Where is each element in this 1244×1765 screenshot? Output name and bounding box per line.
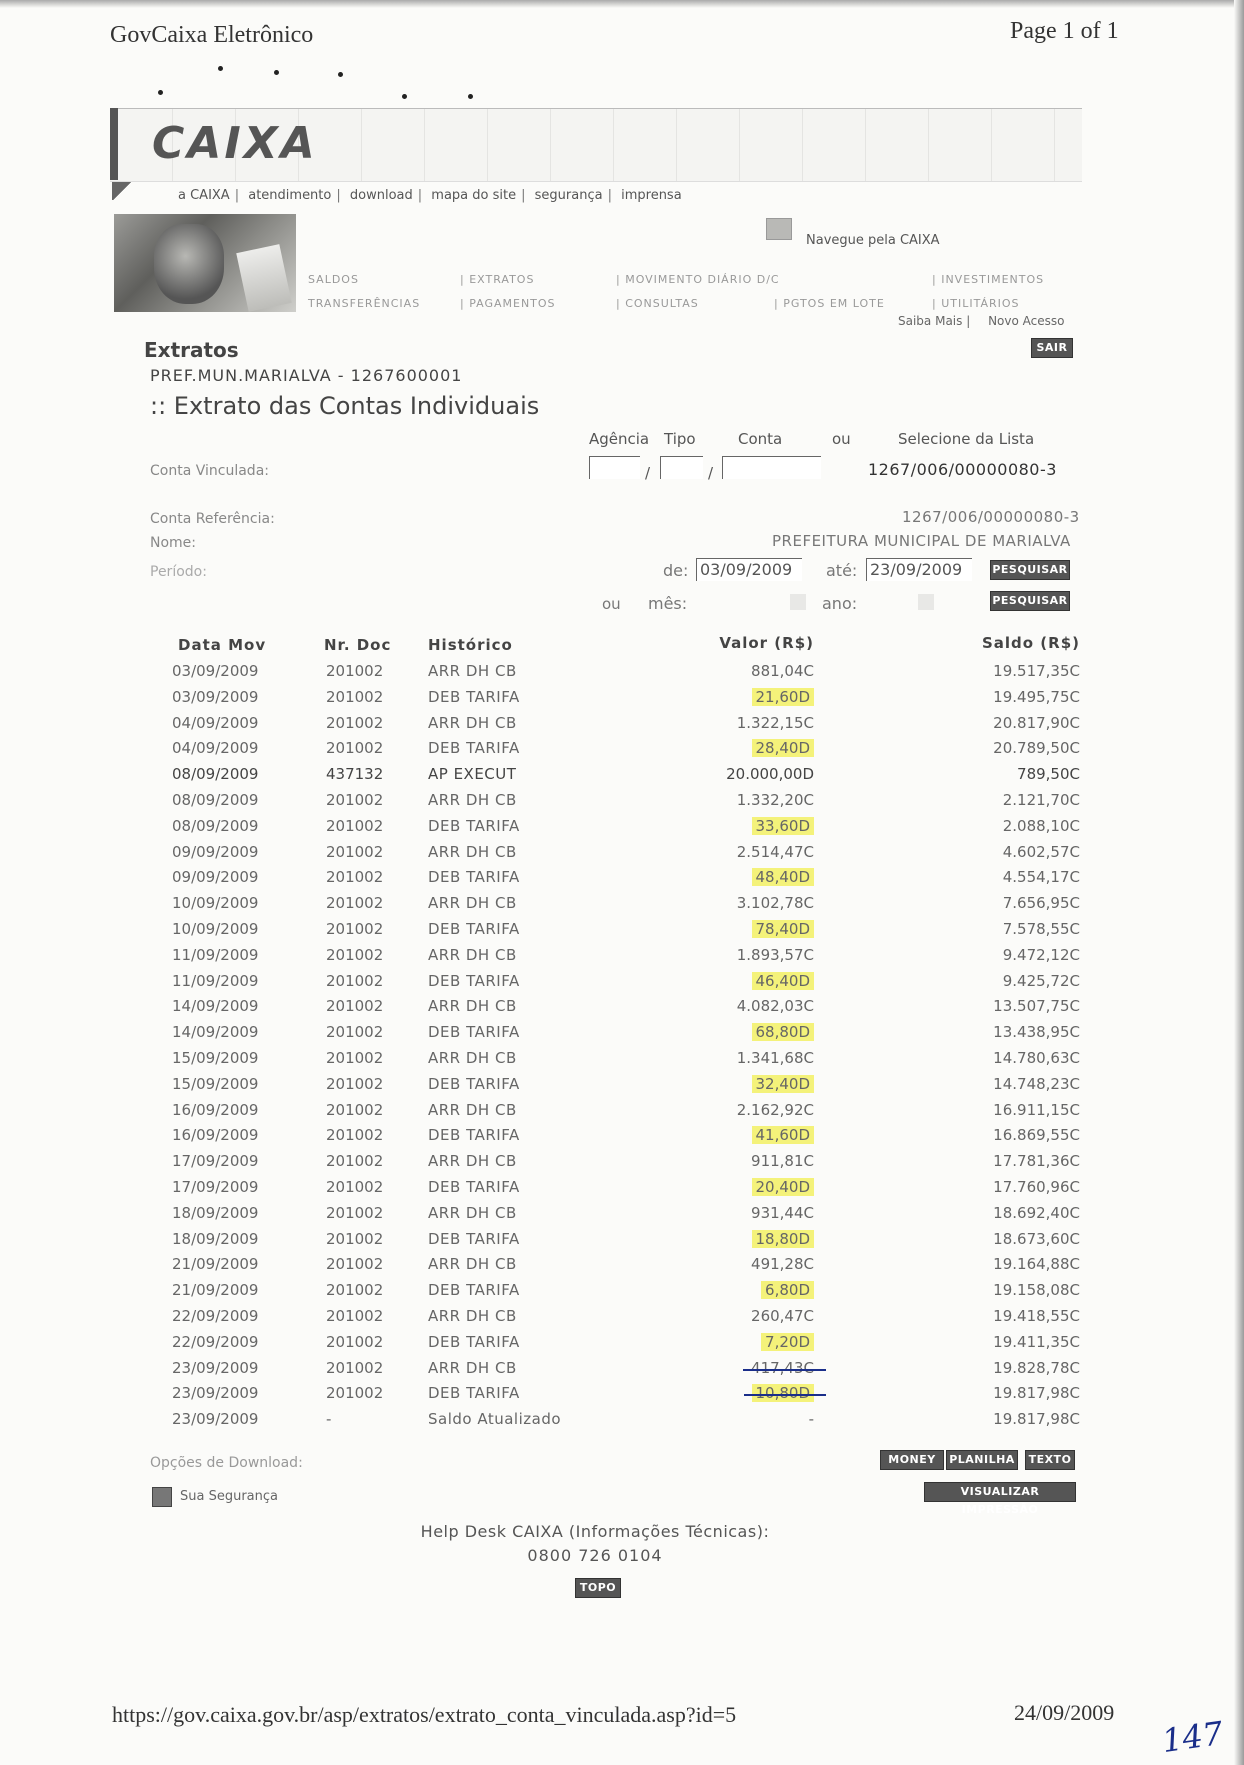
row-value: 46,40D xyxy=(752,972,815,990)
menu-extratos[interactable]: | EXTRATOS xyxy=(460,273,535,286)
row-doc-number: 201002 xyxy=(326,1152,384,1171)
nav-separator: | xyxy=(417,188,423,203)
print-url: https://gov.caixa.gov.br/asp/extratos/extrato_conta_vinculada.asp?id=5 xyxy=(112,1702,737,1727)
row-value: 21,60D xyxy=(752,688,815,706)
date-to-input[interactable]: 23/09/2009 xyxy=(866,558,972,581)
ate-label: até: xyxy=(826,561,858,580)
row-value: 32,40D xyxy=(752,1075,815,1093)
row-history: ARR DH CB xyxy=(428,997,517,1016)
row-date: 04/09/2009 xyxy=(172,739,259,758)
row-history: DEB TARIFA xyxy=(428,1023,520,1042)
row-balance: 19.817,98C xyxy=(993,1384,1080,1403)
row-balance: 9.472,12C xyxy=(1002,945,1080,964)
row-balance: 20.789,50C xyxy=(993,739,1080,758)
tipo-header: Tipo xyxy=(664,430,696,448)
ou-header: ou xyxy=(832,430,851,448)
menu-saldos[interactable]: SALDOS xyxy=(308,273,359,286)
table-row xyxy=(150,1410,1080,1436)
table-row xyxy=(150,739,1080,765)
table-row xyxy=(150,1178,1080,1204)
row-date: 21/09/2009 xyxy=(172,1255,259,1274)
row-doc-number: 201002 xyxy=(326,1074,384,1093)
caixa-logo[interactable]: CAIXA xyxy=(152,118,318,169)
menu-movimento-diario[interactable]: | MOVIMENTO DIÁRIO D/C xyxy=(616,273,780,286)
helpdesk-phone: 0800 726 0104 xyxy=(527,1546,663,1565)
row-date: 18/09/2009 xyxy=(172,1203,259,1222)
table-row xyxy=(150,1359,1080,1385)
row-date: 10/09/2009 xyxy=(172,920,259,938)
row-balance: 17.760,96C xyxy=(993,1178,1080,1196)
row-doc-number: 201002 xyxy=(326,791,384,809)
menu-pgtos-em-lote[interactable]: | PGTOS EM LOTE xyxy=(774,297,885,310)
nav-separator: | xyxy=(521,188,526,203)
column-header-date: Data Mov xyxy=(178,636,267,654)
link-separator: | xyxy=(966,314,975,328)
row-doc-number: 201002 xyxy=(326,816,384,835)
row-date: 03/09/2009 xyxy=(172,687,259,706)
row-history: ARR DH CB xyxy=(428,1358,517,1377)
row-date: 11/09/2009 xyxy=(172,945,259,964)
scan-edge xyxy=(0,0,1244,8)
row-value: - xyxy=(808,1410,814,1429)
agencia-input[interactable] xyxy=(589,456,640,479)
handwritten-page-number: 147 xyxy=(1159,1713,1226,1761)
table-row xyxy=(150,946,1080,972)
print-page-number: Page 1 of 1 xyxy=(1010,18,1119,44)
row-balance: 9.425,72C xyxy=(1002,971,1080,990)
table-row xyxy=(150,920,1080,946)
planilha-button[interactable]: PLANILHA xyxy=(946,1450,1018,1470)
row-date: 14/09/2009 xyxy=(172,997,259,1016)
row-doc-number: 201002 xyxy=(326,713,384,732)
page-subtitle: :: Extrato das Contas Individuais xyxy=(150,392,540,420)
menu-pagamentos[interactable]: | PAGAMENTOS xyxy=(460,297,556,310)
row-balance: 2.088,10C xyxy=(1002,816,1080,835)
row-doc-number: 201002 xyxy=(326,1281,384,1300)
nav-link-imprensa[interactable]: imprensa xyxy=(621,188,682,203)
row-history: DEB TARIFA xyxy=(428,1126,520,1145)
date-from-input[interactable]: 03/09/2009 xyxy=(696,558,802,581)
row-date: 23/09/2009 xyxy=(172,1410,259,1429)
nav-link-mapa-do-site[interactable]: mapa do site xyxy=(431,188,517,203)
page-title: Extratos xyxy=(144,338,239,362)
row-doc-number: 201002 xyxy=(326,1255,384,1274)
conta-header: Conta xyxy=(738,430,783,448)
table-row xyxy=(150,1384,1080,1410)
row-doc-number: 201002 xyxy=(326,1049,384,1067)
navegue-pela-caixa[interactable]: Navegue pela CAIXA xyxy=(806,233,940,248)
table-row xyxy=(150,765,1080,791)
row-value: 10,80D xyxy=(752,1384,815,1402)
conta-referencia-label: Conta Referência: xyxy=(150,511,275,527)
menu-utilitarios[interactable]: | UTILITÁRIOS xyxy=(932,297,1020,310)
row-date: 15/09/2009 xyxy=(172,1049,259,1067)
table-row xyxy=(150,1101,1080,1127)
row-doc-number: 201002 xyxy=(326,997,384,1016)
row-value: 33,60D xyxy=(752,817,815,835)
row-value: 2.162,92C xyxy=(736,1100,814,1119)
row-history: ARR DH CB xyxy=(428,1049,517,1067)
table-row xyxy=(150,1049,1080,1075)
row-date: 17/09/2009 xyxy=(172,1178,259,1196)
row-history: ARR DH CB xyxy=(428,713,517,732)
row-date: 09/09/2009 xyxy=(172,842,259,861)
nav-link-a-caixa[interactable]: a CAIXA xyxy=(178,188,230,203)
row-history: DEB TARIFA xyxy=(428,816,520,835)
row-balance: 16.911,15C xyxy=(993,1100,1080,1119)
row-doc-number: 201002 xyxy=(326,1307,384,1325)
row-value: 48,40D xyxy=(752,868,815,886)
table-row xyxy=(150,1126,1080,1152)
row-date: 18/09/2009 xyxy=(172,1229,259,1248)
ou-label: ou xyxy=(602,595,621,613)
row-date: 11/09/2009 xyxy=(172,971,259,990)
row-value: 20,40D xyxy=(752,1178,815,1196)
row-value: 41,60D xyxy=(752,1126,815,1144)
banner-photo xyxy=(114,214,296,312)
row-doc-number: 201002 xyxy=(326,1203,384,1222)
row-doc-number: 201002 xyxy=(326,739,384,758)
logo-mark-icon xyxy=(112,182,142,200)
nav-separator: | xyxy=(336,188,341,203)
nav-separator: | xyxy=(607,188,612,203)
row-balance: 18.692,40C xyxy=(993,1203,1080,1222)
scan-speck xyxy=(218,66,223,71)
row-value: 4.082,03C xyxy=(736,997,814,1016)
scan-edge xyxy=(1234,0,1244,1765)
row-date: 14/09/2009 xyxy=(172,1023,259,1042)
row-doc-number: 201002 xyxy=(326,687,384,706)
row-date: 16/09/2009 xyxy=(172,1100,259,1119)
security-link[interactable]: Sua Segurança xyxy=(180,1489,278,1504)
row-history: ARR DH CB xyxy=(428,791,517,809)
selecione-lista-header: Selecione da Lista xyxy=(898,430,1035,448)
helpdesk-text: Help Desk CAIXA (Informações Técnicas): xyxy=(420,1522,770,1541)
row-value: 491,28C xyxy=(751,1255,814,1274)
scan-speck xyxy=(338,72,343,77)
row-doc-number: 201002 xyxy=(326,842,384,861)
row-doc-number: 201002 xyxy=(326,662,384,680)
row-date: 08/09/2009 xyxy=(172,791,259,809)
row-balance: 13.507,75C xyxy=(993,997,1080,1016)
row-doc-number: 201002 xyxy=(326,1126,384,1145)
row-history: ARR DH CB xyxy=(428,842,517,861)
row-value: 931,44C xyxy=(751,1203,814,1222)
row-value: 20.000,00D xyxy=(726,765,814,784)
lock-icon xyxy=(152,1487,172,1507)
table-row xyxy=(150,1307,1080,1333)
table-row xyxy=(150,894,1080,920)
menu-investimentos[interactable]: | INVESTIMENTOS xyxy=(932,273,1045,286)
row-balance: 14.780,63C xyxy=(993,1049,1080,1067)
row-balance: 789,50C xyxy=(1017,765,1080,784)
table-row xyxy=(150,1230,1080,1256)
scan-speck xyxy=(274,70,279,75)
row-doc-number: 201002 xyxy=(326,1229,384,1248)
row-balance: 7.656,95C xyxy=(1002,894,1080,913)
row-balance: 13.438,95C xyxy=(993,1023,1080,1042)
row-value: 6,80D xyxy=(761,1281,814,1299)
row-history: ARR DH CB xyxy=(428,1307,517,1325)
conta-vinculada-label: Conta Vinculada: xyxy=(150,463,269,479)
account-select[interactable]: 1267/006/00000080-3 xyxy=(868,460,1057,479)
row-balance: 19.828,78C xyxy=(993,1358,1080,1377)
row-history: ARR DH CB xyxy=(428,894,517,913)
table-row xyxy=(150,714,1080,740)
row-history: AP EXECUT xyxy=(428,765,517,784)
slash: / xyxy=(645,464,651,482)
navigation-icon[interactable] xyxy=(766,218,792,240)
row-doc-number: 201002 xyxy=(326,1023,384,1042)
row-date: 17/09/2009 xyxy=(172,1152,259,1171)
month-select[interactable] xyxy=(790,594,806,610)
row-history: DEB TARIFA xyxy=(428,971,520,990)
row-doc-number: 201002 xyxy=(326,971,384,990)
row-doc-number: 201002 xyxy=(326,1332,384,1351)
nav-link-seguranca[interactable]: segurança xyxy=(534,188,603,203)
row-balance: 4.554,17C xyxy=(1002,868,1080,887)
column-header-doc: Nr. Doc xyxy=(324,636,392,654)
row-value: 1.332,20C xyxy=(736,791,814,809)
row-balance: 19.517,35C xyxy=(993,662,1080,680)
row-value: 68,80D xyxy=(752,1023,815,1041)
mes-label: mês: xyxy=(648,594,688,613)
row-doc-number: 201002 xyxy=(326,1384,384,1403)
banner-side-bar xyxy=(110,108,118,180)
row-history: ARR DH CB xyxy=(428,1100,517,1119)
row-balance: 16.869,55C xyxy=(993,1126,1080,1145)
row-value: 28,40D xyxy=(752,739,815,757)
row-value: 911,81C xyxy=(751,1152,814,1171)
download-options-label: Opções de Download: xyxy=(150,1455,303,1471)
row-balance: 7.578,55C xyxy=(1002,920,1080,938)
column-header-balance: Saldo (R$) xyxy=(981,634,1080,652)
row-history: ARR DH CB xyxy=(428,945,517,964)
table-row xyxy=(150,1281,1080,1307)
row-date: 08/09/2009 xyxy=(172,765,259,784)
conta-input[interactable] xyxy=(722,456,821,479)
top-button[interactable]: TOPO xyxy=(575,1578,621,1598)
row-value: 1.341,68C xyxy=(736,1049,814,1067)
row-history: DEB TARIFA xyxy=(428,1332,520,1351)
row-balance: 20.817,90C xyxy=(993,713,1080,732)
column-header-hist: Histórico xyxy=(428,636,513,654)
table-row xyxy=(150,868,1080,894)
table-row xyxy=(150,843,1080,869)
row-history: DEB TARIFA xyxy=(428,687,520,706)
row-date: 23/09/2009 xyxy=(172,1384,259,1403)
menu-consultas[interactable]: | CONSULTAS xyxy=(616,297,699,310)
row-doc-number: 201002 xyxy=(326,1358,384,1377)
print-preview-button[interactable]: VISUALIZAR IMPRESSÃO xyxy=(924,1482,1076,1502)
money-button[interactable]: MONEY xyxy=(880,1450,944,1470)
row-value: 260,47C xyxy=(751,1307,814,1325)
row-history: DEB TARIFA xyxy=(428,868,520,887)
search-button[interactable]: PESQUISAR xyxy=(990,560,1070,580)
row-date: 04/09/2009 xyxy=(172,713,259,732)
row-history: ARR DH CB xyxy=(428,1152,517,1171)
row-doc-number: 201002 xyxy=(326,920,384,938)
row-date: 22/09/2009 xyxy=(172,1307,259,1325)
table-row xyxy=(150,817,1080,843)
saiba-mais-link[interactable]: Saiba Mais xyxy=(898,314,963,328)
ano-label: ano: xyxy=(822,594,858,613)
row-balance: 17.781,36C xyxy=(993,1152,1080,1171)
table-row xyxy=(150,1255,1080,1281)
nome-value: PREFEITURA MUNICIPAL DE MARIALVA xyxy=(772,532,1071,550)
photo-person xyxy=(154,224,224,304)
row-history: DEB TARIFA xyxy=(428,1178,520,1196)
nav-separator: | xyxy=(234,188,240,203)
nome-label: Nome: xyxy=(150,535,197,551)
row-value: 7,20D xyxy=(761,1333,814,1351)
top-navigation xyxy=(178,188,682,203)
row-history: DEB TARIFA xyxy=(428,1281,520,1300)
row-date: 16/09/2009 xyxy=(172,1126,259,1145)
row-date: 22/09/2009 xyxy=(172,1332,259,1351)
row-value: 1.322,15C xyxy=(736,713,814,732)
agencia-header: Agência xyxy=(589,430,650,448)
table-row xyxy=(150,1075,1080,1101)
scan-speck xyxy=(158,90,163,95)
row-doc-number: 201002 xyxy=(326,1178,384,1196)
help-links xyxy=(898,314,1064,328)
scan-speck xyxy=(468,94,473,99)
row-doc-number: 201002 xyxy=(326,868,384,887)
slash: / xyxy=(708,464,714,482)
row-value: 78,40D xyxy=(752,920,815,938)
row-balance: 4.602,57C xyxy=(1002,842,1080,861)
row-doc-number: 437132 xyxy=(326,765,384,784)
table-row xyxy=(150,791,1080,817)
row-value: 18,80D xyxy=(752,1230,815,1248)
table-row xyxy=(150,1152,1080,1178)
row-balance: 2.121,70C xyxy=(1002,791,1080,809)
row-doc-number: 201002 xyxy=(326,1100,384,1119)
novo-acesso-link[interactable]: Novo Acesso xyxy=(988,314,1065,328)
exit-button[interactable]: SAIR xyxy=(1031,338,1073,358)
row-balance: 19.164,88C xyxy=(993,1255,1080,1274)
account-holder: PREF.MUN.MARIALVA - 1267600001 xyxy=(150,366,463,385)
row-value: 881,04C xyxy=(751,662,814,680)
row-history: DEB TARIFA xyxy=(428,739,520,758)
row-history: DEB TARIFA xyxy=(428,1229,520,1248)
conta-referencia-value: 1267/006/00000080-3 xyxy=(902,508,1080,526)
print-header-title: GovCaixa Eletrônico xyxy=(110,22,314,48)
row-value: 2.514,47C xyxy=(736,842,814,861)
row-balance: 14.748,23C xyxy=(993,1074,1080,1093)
print-date: 24/09/2009 xyxy=(1014,1700,1115,1725)
row-balance: 18.673,60C xyxy=(993,1229,1080,1248)
row-balance: 19.418,55C xyxy=(993,1307,1080,1325)
row-value: 3.102,78C xyxy=(736,894,814,913)
row-history: Saldo Atualizado xyxy=(428,1410,562,1429)
row-value: 417,43C xyxy=(751,1358,814,1377)
row-history: DEB TARIFA xyxy=(428,1384,520,1403)
row-doc-number: 201002 xyxy=(326,945,384,964)
periodo-label: Período: xyxy=(150,564,207,580)
table-row xyxy=(150,1023,1080,1049)
row-history: DEB TARIFA xyxy=(428,920,520,938)
row-history: ARR DH CB xyxy=(428,662,517,680)
row-doc-number: 201002 xyxy=(326,894,384,913)
texto-button[interactable]: TEXTO xyxy=(1025,1450,1075,1470)
row-balance: 19.495,75C xyxy=(993,687,1080,706)
row-balance: 19.158,08C xyxy=(993,1281,1080,1300)
menu-transferencias[interactable]: TRANSFERÊNCIAS xyxy=(308,297,421,310)
row-history: ARR DH CB xyxy=(428,1203,517,1222)
de-label: de: xyxy=(663,561,689,580)
row-date: 03/09/2009 xyxy=(172,662,259,680)
row-date: 23/09/2009 xyxy=(172,1358,259,1377)
row-date: 15/09/2009 xyxy=(172,1074,259,1093)
table-row xyxy=(150,972,1080,998)
table-row xyxy=(150,1204,1080,1230)
row-doc-number: - xyxy=(326,1410,332,1429)
tipo-input[interactable] xyxy=(660,456,703,479)
scan-speck xyxy=(402,94,407,99)
nav-link-download[interactable]: download xyxy=(349,188,413,203)
table-row xyxy=(150,997,1080,1023)
row-date: 09/09/2009 xyxy=(172,868,259,887)
table-row xyxy=(150,662,1080,688)
nav-link-atendimento[interactable]: atendimento xyxy=(248,188,332,203)
column-header-value: Valor (R$) xyxy=(719,634,814,652)
search-button[interactable]: PESQUISAR xyxy=(990,591,1070,611)
row-history: ARR DH CB xyxy=(428,1255,517,1274)
table-row xyxy=(150,1333,1080,1359)
row-value: 1.893,57C xyxy=(736,945,814,964)
row-balance: 19.411,35C xyxy=(993,1332,1080,1351)
year-select[interactable] xyxy=(918,594,934,610)
row-date: 08/09/2009 xyxy=(172,816,259,835)
photo-card xyxy=(236,244,292,312)
row-balance: 19.817,98C xyxy=(993,1410,1080,1429)
row-date: 10/09/2009 xyxy=(172,894,259,913)
row-date: 21/09/2009 xyxy=(172,1281,259,1300)
row-history: DEB TARIFA xyxy=(428,1074,520,1093)
table-row xyxy=(150,688,1080,714)
